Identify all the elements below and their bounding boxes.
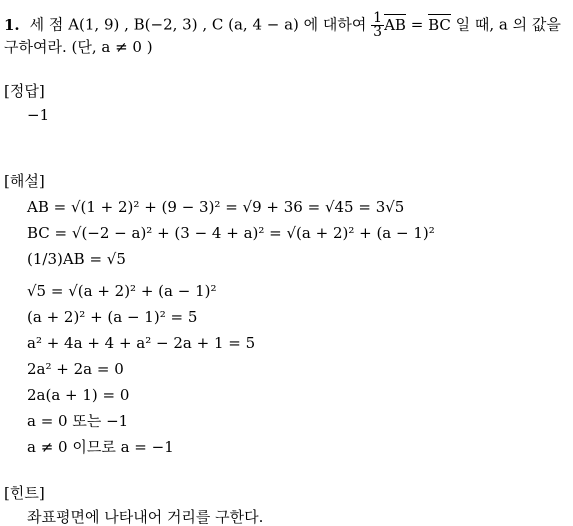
- solution-line-1: AB = √(1 + 2)² + (9 − 3)² = √9 + 36 = √45 = 3√5: [27, 198, 405, 216]
- problem-line-2: 구하여라. (단, a ≠ 0 ): [4, 38, 153, 56]
- solution-line-5: (a + 2)² + (a − 1)² = 5: [27, 308, 198, 326]
- solution-line-4: √5 = √(a + 2)² + (a − 1)²: [27, 282, 217, 300]
- answer-label: [정답]: [4, 82, 45, 100]
- answer-value: −1: [27, 106, 50, 124]
- problem-number: 1.: [4, 15, 20, 34]
- solution-line-7: 2a² + 2a = 0: [27, 360, 124, 378]
- problem-text-a: 세 점 A(1, 9) , B(−2, 3) , C (a, 4 − a) 에 대하여: [29, 15, 367, 34]
- hint-label: [힌트]: [4, 484, 45, 502]
- hint-text: 좌표평면에 나타내어 거리를 구한다.: [27, 508, 264, 526]
- solution-line-2: BC = √(−2 − a)² + (3 − 4 + a)² = √(a + 2)² + (a − 1)²: [27, 224, 435, 242]
- solution-line-10: a ≠ 0 이므로 a = −1: [27, 438, 174, 456]
- problem-line-1: 1. 세 점 A(1, 9) , B(−2, 3) , C (a, 4 − a) 에 대하여 $\frac{1}{3}$ AB = BC 일 때, a 의 값을: [4, 10, 561, 40]
- solution-line-8: 2a(a + 1) = 0: [27, 386, 130, 404]
- solution-label: [해설]: [4, 172, 45, 190]
- solution-line-3: (1/3)AB = √5: [27, 250, 126, 268]
- problem-text-b: 일 때, a 의 값을: [455, 15, 561, 34]
- fraction-one-third: $\frac{1}{3}$: [373, 10, 383, 40]
- solution-line-6: a² + 4a + 4 + a² − 2a + 1 = 5: [27, 334, 256, 352]
- solution-line-9: a = 0 또는 −1: [27, 412, 129, 430]
